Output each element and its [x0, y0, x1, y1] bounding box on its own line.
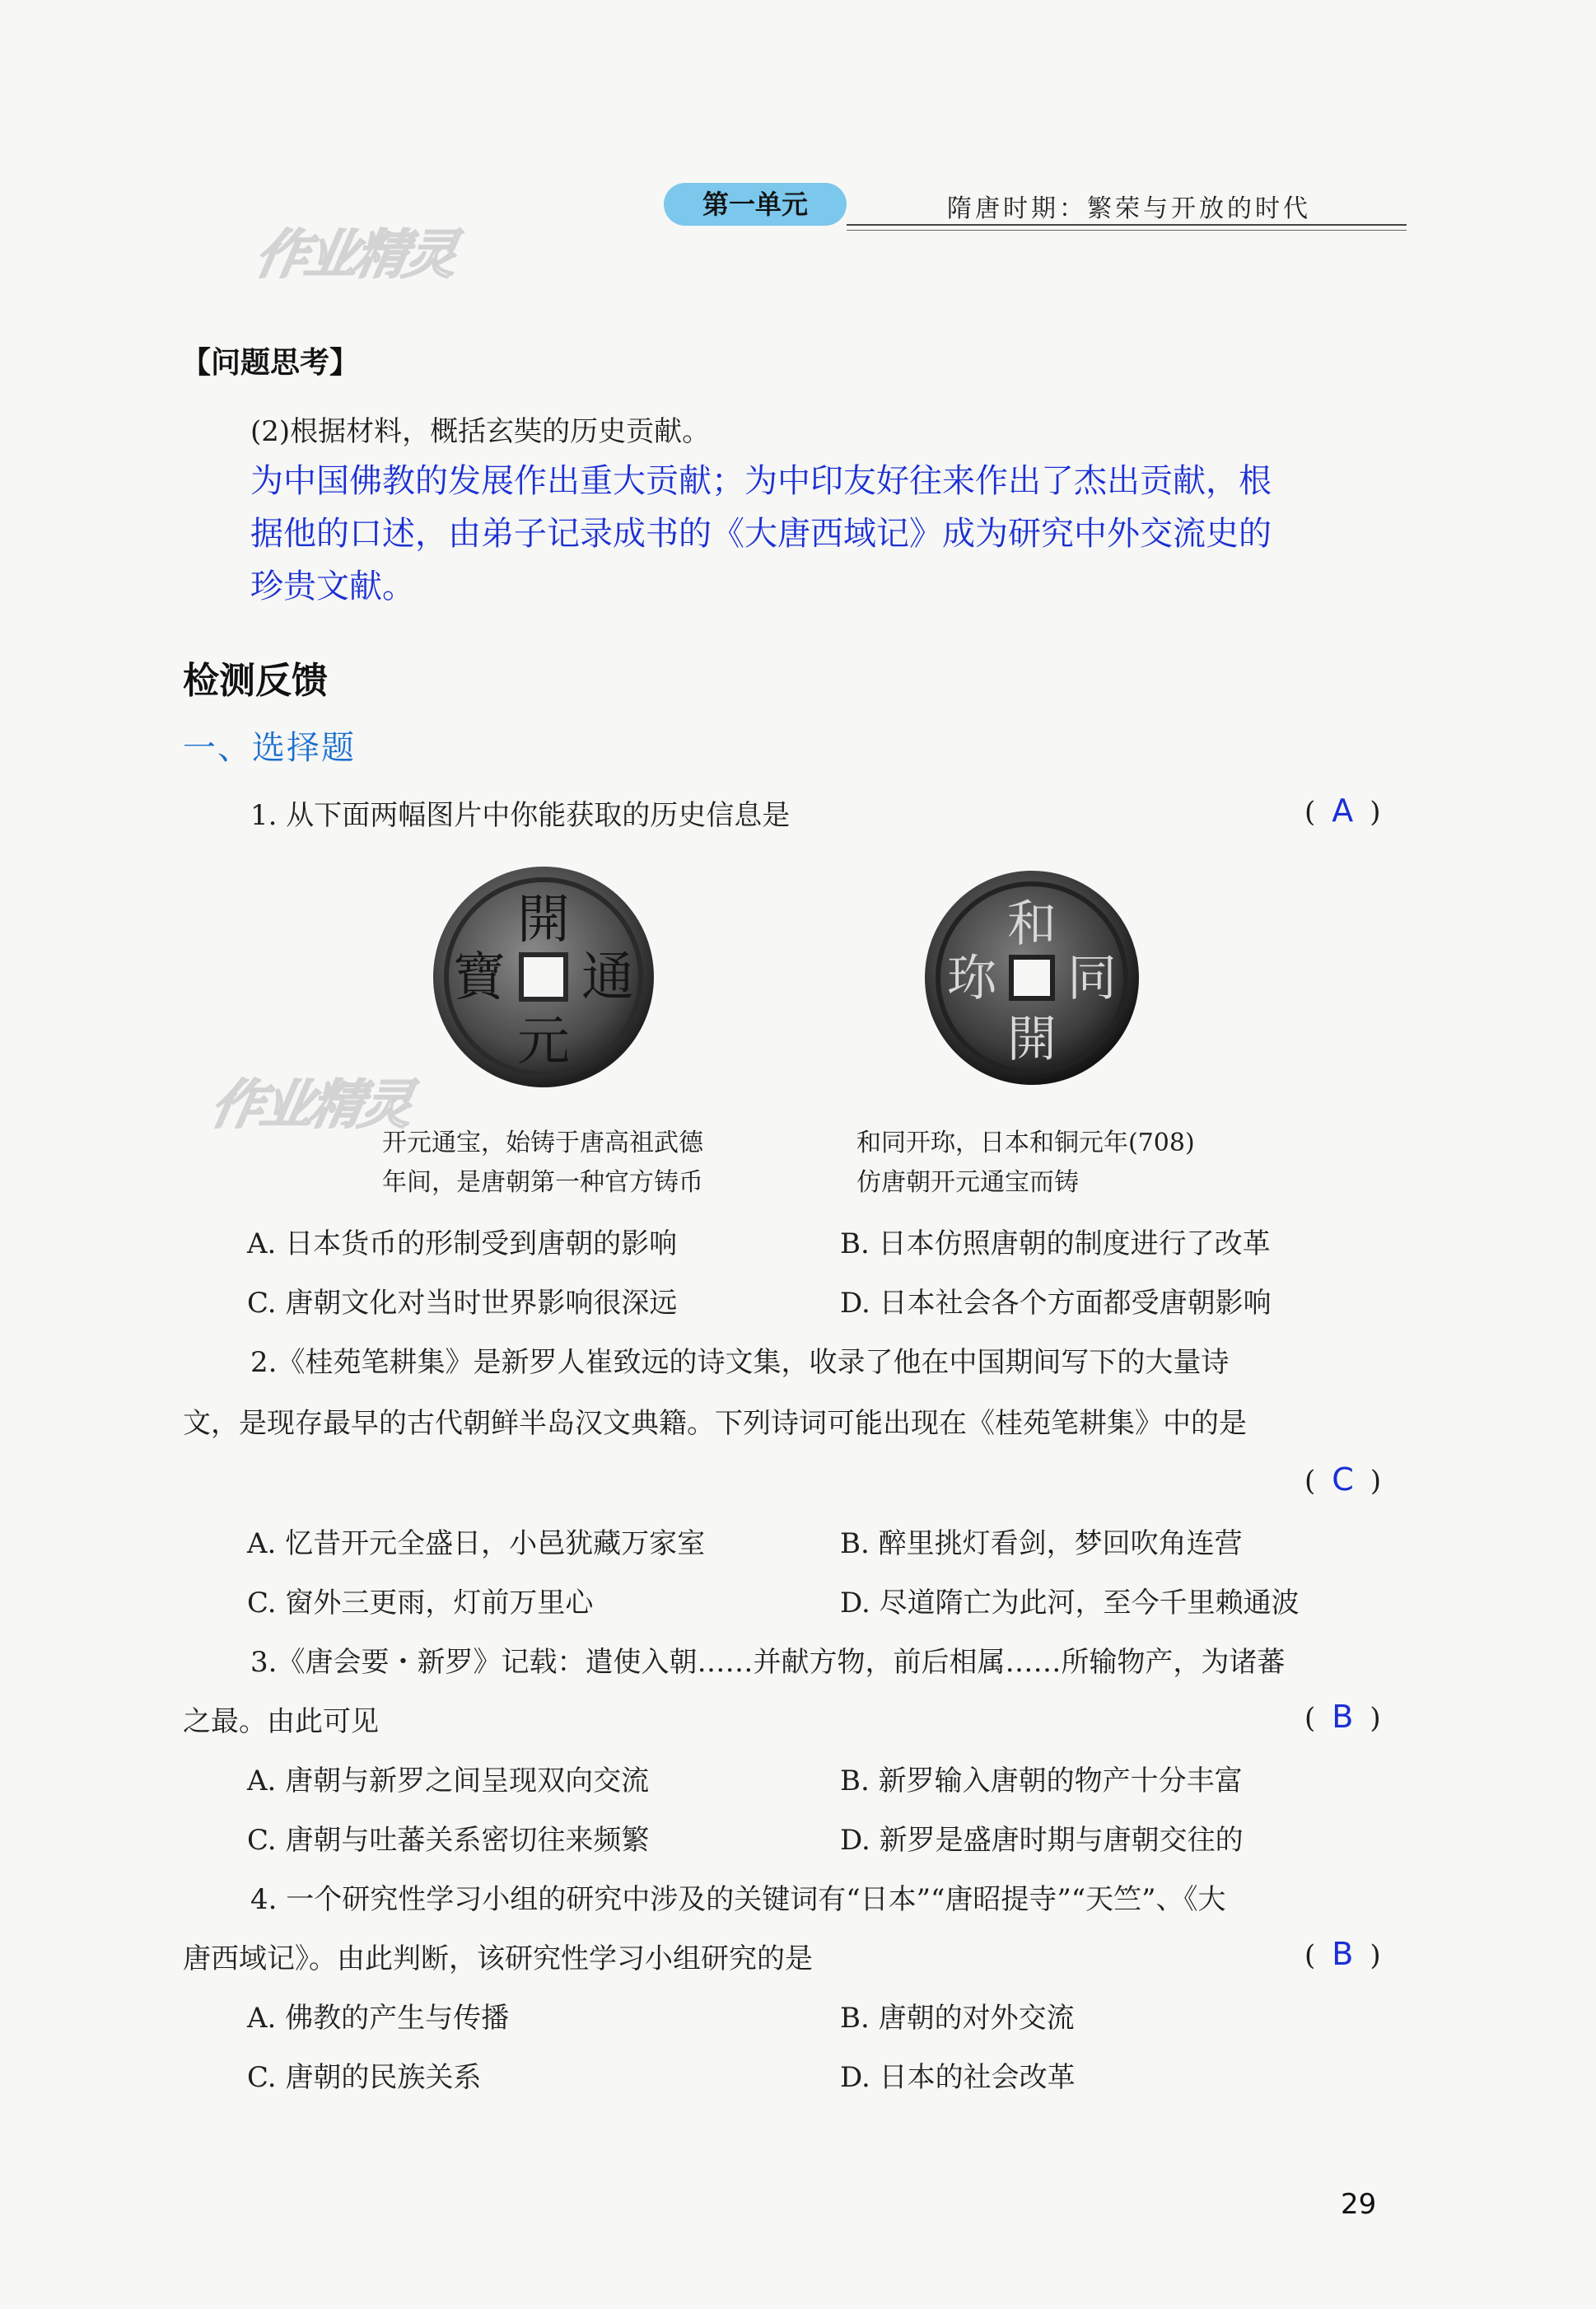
question-2-answer: C — [1332, 1461, 1354, 1498]
question-1-option-a[interactable]: A. 日本货币的形制受到唐朝的影响 — [247, 1227, 678, 1260]
question-2-option-c[interactable]: C. 窗外三更雨，灯前万里心 — [247, 1587, 594, 1620]
watermark-middle: 作业精灵 — [206, 1075, 415, 1136]
question-1-option-c[interactable]: C. 唐朝文化对当时世界影响很深远 — [247, 1287, 678, 1320]
question-1-answer-box: ( A ) — [1304, 792, 1381, 829]
caption-line: 和同开珎，日本和铜元年(708) — [856, 1129, 1195, 1157]
answer-line: 珍贵文献。 — [250, 568, 415, 605]
question-2-answer-box: ( C ) — [1304, 1461, 1382, 1498]
coin-char-bottom: 元 — [517, 1012, 570, 1073]
kaiyuan-caption — [382, 1124, 703, 1203]
thinking-question: (2)根据材料，概括玄奘的历史贡献。 — [250, 415, 711, 448]
answer-line: 为中国佛教的发展作出重大贡献；为中印友好往来作出了杰出贡献，根 — [250, 462, 1272, 500]
feedback-heading: 检测反馈 — [183, 660, 328, 702]
question-1-stem: 1. 从下面两幅图片中你能获取的历史信息是 — [250, 799, 791, 832]
question-3-stem-line-2: 之最。由此可见 — [183, 1705, 379, 1738]
question-4-answer-box: ( B ) — [1304, 1936, 1381, 1972]
coin-char-right: 同 — [1067, 950, 1117, 1007]
coin-square-hole — [1011, 957, 1052, 998]
kaiyuan-coin-image — [428, 862, 659, 1092]
question-2-stem-line-2: 文，是现存最早的古代朝鲜半岛汉文典籍。下列诗词可能出现在《桂苑笔耕集》中的是 — [183, 1407, 1247, 1440]
header-rule — [847, 224, 1407, 226]
coin-char-left: 寶 — [453, 947, 506, 1008]
wadokaichin-coin-image — [921, 867, 1143, 1089]
coin-char-top: 和 — [1007, 895, 1057, 953]
question-4-option-d[interactable]: D. 日本的社会改革 — [840, 2061, 1076, 2094]
caption-line: 仿唐朝开元通宝而铸 — [856, 1168, 1079, 1197]
caption-line: 开元通宝，始铸于唐高祖武德 — [382, 1129, 703, 1157]
page-number: 29 — [1341, 2188, 1377, 2221]
caption-line: 年间，是唐朝第一种官方铸币 — [382, 1168, 703, 1197]
question-3-answer-box: ( B ) — [1304, 1699, 1381, 1735]
question-3-option-a[interactable]: A. 唐朝与新罗之间呈现双向交流 — [247, 1764, 650, 1797]
unit-badge: 第一单元 — [664, 183, 847, 226]
coin-char-left: 珎 — [947, 950, 996, 1007]
question-2-option-d[interactable]: D. 尽道隋亡为此河，至今千里赖通波 — [840, 1587, 1300, 1620]
choice-section-heading: 一、选择题 — [183, 729, 356, 767]
question-3-option-b[interactable]: B. 新罗输入唐朝的物产十分丰富 — [840, 1764, 1243, 1797]
question-1-option-d[interactable]: D. 日本社会各个方面都受唐朝影响 — [840, 1287, 1272, 1320]
question-2-option-b[interactable]: B. 醉里挑灯看剑，梦回吹角连营 — [840, 1527, 1243, 1560]
question-1-answer: A — [1332, 792, 1354, 829]
answer-line: 据他的口述，由弟子记录成书的《大唐西域记》成为研究中外交流史的 — [250, 515, 1272, 553]
question-3-option-c[interactable]: C. 唐朝与吐蕃关系密切往来频繁 — [247, 1824, 650, 1857]
coin-square-hole — [521, 955, 566, 999]
question-4-option-a[interactable]: A. 佛教的产生与传播 — [247, 2002, 510, 2035]
question-3-answer: B — [1332, 1699, 1354, 1735]
question-3-stem-line-1: 3.《唐会要・新罗》记载：遣使入朝……并献方物，前后相属……所输物产，为诸蕃 — [250, 1646, 1286, 1679]
question-2-stem-line-1: 2.《桂苑笔耕集》是新罗人崔致远的诗文集，收录了他在中国期间写下的大量诗 — [250, 1346, 1230, 1379]
coin-char-right: 通 — [581, 947, 634, 1008]
wadokaichin-caption — [856, 1124, 1195, 1203]
question-4-stem-line-2: 唐西域记》。由此判断，该研究性学习小组研究的是 — [183, 1942, 813, 1975]
question-1-option-b[interactable]: B. 日本仿照唐朝的制度进行了改革 — [840, 1227, 1271, 1260]
coin-char-bottom: 開 — [1007, 1011, 1057, 1068]
question-4-stem-line-1: 4. 一个研究性学习小组的研究中涉及的关键词有“日本”“唐昭提寺”“天竺”、《大 — [250, 1883, 1226, 1916]
question-4-answer: B — [1332, 1936, 1354, 1972]
chapter-title: 隋唐时期：繁荣与开放的时代 — [947, 194, 1311, 223]
question-2-option-a[interactable]: A. 忆昔开元全盛日，小邑犹藏万家室 — [247, 1527, 706, 1560]
question-4-option-c[interactable]: C. 唐朝的民族关系 — [247, 2061, 482, 2094]
thinking-answer — [250, 455, 1420, 613]
question-4-option-b[interactable]: B. 唐朝的对外交流 — [840, 2002, 1075, 2035]
thinking-label: 【问题思考】 — [181, 346, 360, 380]
question-3-option-d[interactable]: D. 新罗是盛唐时期与唐朝交往的 — [840, 1824, 1244, 1857]
coin-char-top: 開 — [517, 890, 570, 951]
header-rule-thin — [847, 230, 1407, 231]
watermark-top: 作业精灵 — [250, 225, 460, 286]
